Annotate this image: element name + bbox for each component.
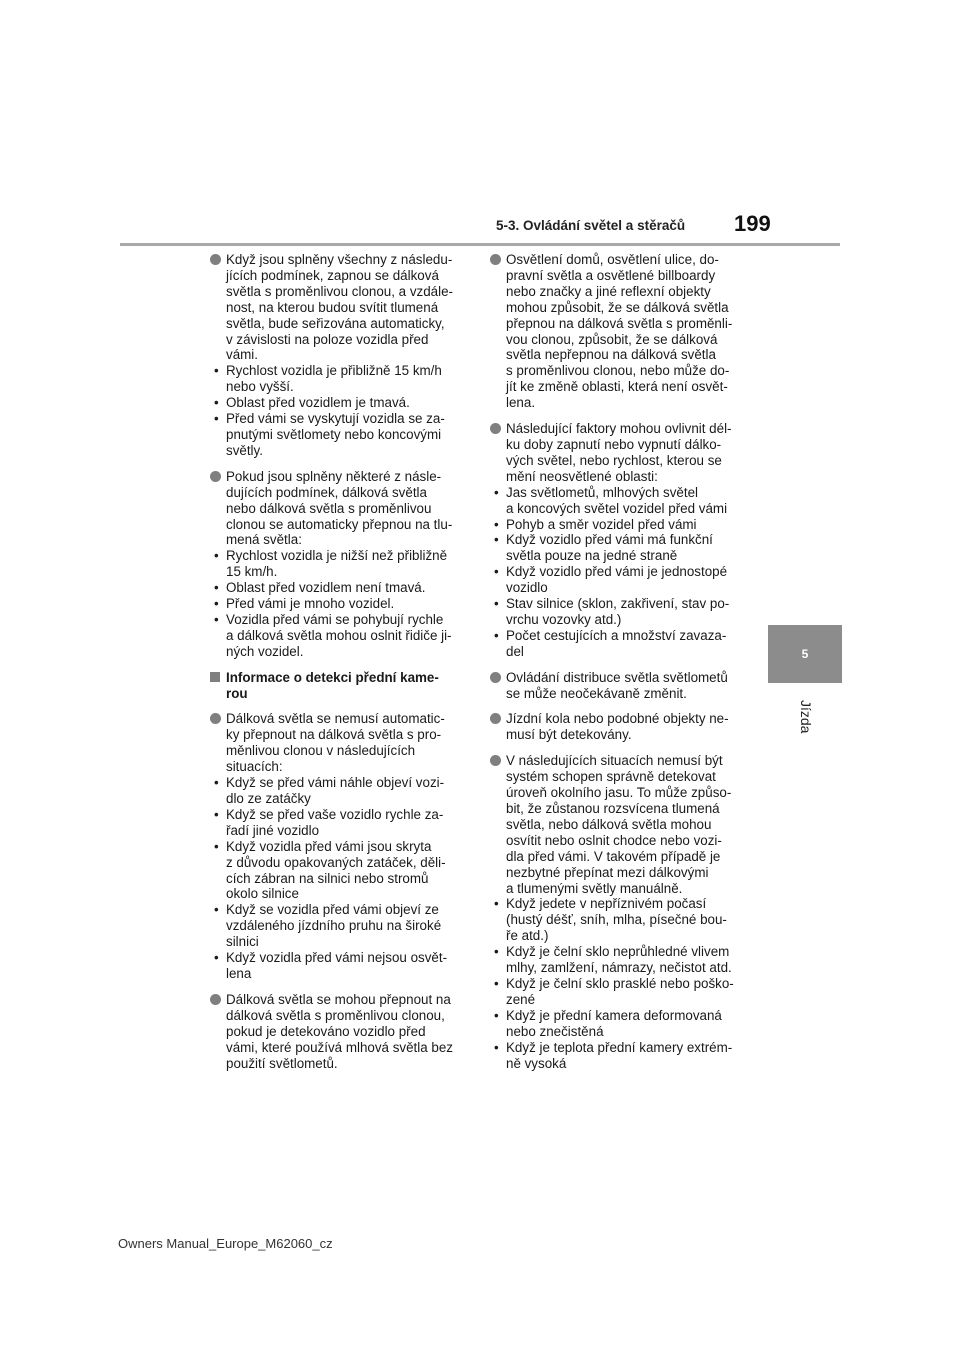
bullet-glyph: • — [214, 950, 219, 966]
text-line: ky přepnout na dálková světla s pro- — [226, 727, 442, 743]
list-item-text: Před vámi je mnoho vozidel. — [226, 596, 395, 612]
list-item-text: ně vysoká — [506, 1055, 567, 1071]
text-line: clonou se automaticky přepnou na tlu- — [226, 516, 453, 532]
text-line: mená světla: — [226, 532, 302, 548]
bullet-glyph: • — [214, 395, 219, 411]
list-item-text: Když vozidlo před vámi má funkční — [506, 532, 713, 548]
text-line: se může neočekávaně změnit. — [506, 685, 687, 701]
list-item-text: a dálková světla mohou oslnit řidiče ji- — [226, 627, 452, 643]
right-column — [490, 252, 746, 1081]
circle-bullet-icon — [490, 755, 501, 766]
bullet-paragraph — [490, 670, 746, 702]
square-bullet-icon — [210, 672, 220, 682]
bullet-glyph: • — [494, 564, 499, 580]
bullet-glyph: • — [494, 627, 499, 643]
bullet-glyph: • — [214, 902, 219, 918]
circle-bullet-icon — [210, 254, 221, 265]
list-item — [210, 807, 466, 839]
bullet-paragraph — [490, 421, 746, 660]
chapter-tab[interactable] — [768, 625, 842, 683]
text-line: použití světlometů. — [226, 1055, 338, 1071]
header-divider — [120, 243, 840, 246]
list-item — [490, 1008, 746, 1040]
text-line: vých světel, nebo rychlost, kterou se — [506, 452, 722, 468]
text-line: světla, bude seřizována automaticky, — [226, 315, 445, 331]
text-line: jít ke změně oblasti, která není osvět- — [506, 379, 728, 395]
list-item-text: Když je čelní sklo prasklé nebo poško- — [506, 975, 734, 991]
text-line: Když jsou splněny všechny z následu- — [226, 252, 453, 267]
list-item-text: Pohyb a směr vozidel před vámi — [506, 516, 697, 532]
bullet-paragraph — [210, 252, 466, 459]
list-item — [210, 950, 466, 982]
list-item — [490, 944, 746, 976]
list-item-text: Vozidla před vámi se pohybují rychle — [226, 611, 444, 627]
list-item — [490, 1040, 746, 1072]
text-line: Následující faktory mohou ovlivnit dél- — [506, 421, 732, 437]
bullet-glyph: • — [214, 806, 219, 822]
text-line: dálková světla s proměnlivou clonou, — [226, 1007, 445, 1023]
text-line: pokud je detekováno vozidlo před — [226, 1023, 426, 1039]
list-item-text: z důvodu opakovaných zatáček, děli- — [226, 854, 446, 870]
list-item-text: okolo silnice — [226, 886, 299, 902]
text-line: Dálková světla se nemusí automatic- — [226, 711, 445, 727]
list-item-text: zené — [506, 991, 536, 1007]
list-item — [490, 485, 746, 517]
section-title: 5-3. Ovládání světel a stěračů — [496, 218, 686, 233]
list-item-text: Když se před vaše vozidlo rychle za- — [226, 806, 444, 822]
list-item — [210, 596, 466, 612]
bullet-paragraph — [210, 992, 466, 1072]
text-line: dujících podmínek, dálková světla — [226, 484, 427, 500]
footer-text: Owners Manual_Europe_M62060_cz — [118, 1236, 333, 1251]
list-item-text: světly. — [226, 442, 263, 458]
text-line: bit, že zůstanou rozsvícena tlumená — [506, 801, 720, 816]
list-item-text: Stav silnice (sklon, zakřivení, stav po- — [506, 596, 730, 612]
circle-bullet-icon — [490, 423, 501, 434]
text-line: s proměnlivou clonou, nebo může do- — [506, 363, 730, 379]
bullet-paragraph — [490, 753, 746, 1071]
text-line: v závislosti na poloze vozidla před — [226, 331, 429, 347]
chapter-title: Jízda — [798, 700, 814, 734]
bullet-paragraph — [210, 711, 466, 981]
list-item-text: Rychlost vozidla je nižší než přibližně — [226, 548, 448, 564]
text-line: ku doby zapnutí nebo vypnutí dálko- — [506, 436, 722, 452]
list-item — [490, 596, 746, 628]
text-line: vámi. — [226, 347, 258, 363]
circle-bullet-icon — [490, 672, 501, 683]
text-line: Dálková světla se mohou přepnout na — [226, 991, 451, 1007]
list-item-text: Rychlost vozidla je přibližně 15 km/h — [226, 363, 442, 379]
list-item — [490, 564, 746, 596]
circle-bullet-icon — [490, 713, 501, 724]
list-item-text: Když vozidla před vámi jsou skryta — [226, 838, 432, 854]
bullet-glyph: • — [214, 596, 219, 612]
text-line: Pokud jsou splněny některé z násle- — [226, 468, 442, 484]
text-line: nost, na kterou budou svítit tlumená — [226, 299, 439, 315]
list-item — [490, 532, 746, 564]
list-item-text: Před vámi se vyskytují vozidla se za- — [226, 411, 445, 427]
list-item-text: mlhy, zamlžení, námrazy, nečistot atd. — [506, 960, 732, 976]
text-line: V následujících situacích nemusí být — [506, 753, 723, 769]
bullet-glyph: • — [494, 1039, 499, 1055]
list-item-text: Když vozidla před vámi nejsou osvět- — [226, 950, 448, 966]
bullet-glyph: • — [494, 1007, 499, 1023]
text-line: měnlivou clonou v následujících — [226, 743, 416, 759]
list-item — [210, 548, 466, 580]
list-item-text: Oblast před vozidlem je tmavá. — [226, 395, 410, 411]
text-line: úroveň okolního jasu. To může způso- — [506, 785, 732, 801]
bullet-glyph: • — [214, 775, 219, 791]
list-item-text: Když je čelní sklo neprůhledné vlivem — [506, 944, 730, 960]
list-item-text: vozidlo — [506, 580, 548, 596]
bullet-glyph: • — [494, 596, 499, 612]
text-line: nezbytné přepínat mezi dálkovými — [506, 864, 709, 880]
text-line: lena. — [506, 395, 536, 411]
text-line: osvítit nebo oslnit chodce nebo vozi- — [506, 832, 722, 848]
list-item-text: Když jedete v nepříznivém počasí — [506, 896, 707, 912]
bullet-paragraph — [210, 469, 466, 660]
list-item — [210, 395, 466, 411]
bullet-glyph: • — [214, 548, 219, 564]
circle-bullet-icon — [210, 713, 221, 724]
list-item — [490, 628, 746, 660]
bullet-glyph: • — [494, 484, 499, 500]
text-line: jících podmínek, zapnou se dálková — [226, 267, 439, 283]
list-item-text: ných vozidel. — [226, 643, 304, 659]
circle-bullet-icon — [210, 994, 221, 1005]
list-item — [210, 411, 466, 459]
bullet-paragraph — [490, 252, 746, 411]
bullet-glyph: • — [214, 411, 219, 427]
list-item — [490, 517, 746, 533]
list-item-text: lena — [226, 965, 252, 981]
list-item-text: řadí jiné vozidlo — [226, 822, 320, 838]
list-item — [210, 612, 466, 660]
text-line: musí být detekovány. — [506, 727, 632, 743]
text-line: a tlumenými světly manuálně. — [506, 880, 683, 896]
bullet-glyph: • — [494, 975, 499, 991]
chapter-number: 5 — [801, 647, 809, 661]
bullet-glyph: • — [214, 838, 219, 854]
text-line: rou — [226, 685, 248, 701]
list-item-text: Když vozidlo před vámi je jednostopé — [506, 564, 728, 580]
list-item — [210, 902, 466, 950]
list-item-text: a koncových světel vozidel před vámi — [506, 500, 728, 516]
list-item-text: pnutými světlomety nebo koncovými — [226, 426, 442, 442]
text-line: situacích: — [226, 759, 283, 775]
text-line: mění neosvětlené oblasti: — [506, 468, 658, 484]
list-item-text: vzdáleného jízdního pruhu na široké — [226, 918, 442, 934]
bullet-glyph: • — [214, 363, 219, 379]
bullet-glyph: • — [494, 896, 499, 912]
list-item — [490, 976, 746, 1008]
text-line: vámi, které používá mlhová světla bez — [226, 1039, 454, 1055]
list-item-text: 15 km/h. — [226, 564, 278, 580]
text-line: vou clonou, způsobit, že se dálková — [506, 331, 718, 347]
list-item — [210, 363, 466, 395]
text-line: světla, nebo dálková světla mohou — [506, 816, 712, 832]
text-line: Osvětlení domů, osvětlení ulice, do- — [506, 252, 719, 267]
left-column — [210, 252, 466, 1081]
list-item-text: světla pouze na jedné straně — [506, 548, 678, 564]
list-item-text: Počet cestujících a množství zavaza- — [506, 627, 727, 643]
list-item-text: silnici — [226, 934, 259, 950]
section-heading — [210, 670, 466, 702]
text-line: světla s proměnlivou clonou, a vzdále- — [226, 283, 454, 299]
list-item-text: dlo ze zatáčky — [226, 791, 311, 806]
text-line: systém schopen správně detekovat — [506, 769, 716, 785]
bullet-glyph: • — [494, 516, 499, 532]
list-item-text: vrchu vozovky atd.) — [506, 611, 622, 627]
list-item-text: nebo znečistěná — [506, 1023, 604, 1039]
bullet-paragraph — [490, 711, 746, 743]
bullet-glyph: • — [494, 944, 499, 960]
list-item-text: (hustý déšť, sníh, mlha, písečné bou- — [506, 912, 727, 928]
list-item — [210, 775, 466, 807]
text-line: přepnou na dálková světla s proměnli- — [506, 315, 733, 331]
text-line: dla před vámi. V takovém případě je — [506, 848, 721, 864]
text-line: Informace o detekci přední kame- — [226, 669, 439, 685]
list-item-text: nebo vyšší. — [226, 379, 294, 395]
bullet-glyph: • — [494, 532, 499, 548]
list-item — [210, 839, 466, 903]
bullet-glyph: • — [214, 611, 219, 627]
text-line: mohou způsobit, že se dálková světla — [506, 299, 729, 315]
text-line: Jízdní kola nebo podobné objekty ne- — [506, 711, 729, 727]
list-item-text: ře atd.) — [506, 928, 549, 944]
list-item-text: Když je teplota přední kamery extrém- — [506, 1039, 733, 1055]
text-line: světla nepřepnou na dálková světla — [506, 347, 716, 363]
circle-bullet-icon — [210, 471, 221, 482]
text-line: nebo dálková světla s proměnlivou — [226, 500, 432, 516]
list-item — [490, 896, 746, 944]
list-item-text: Jas světlometů, mlhových světel — [506, 484, 699, 500]
text-line: Ovládání distribuce světla světlometů — [506, 669, 728, 685]
page-number: 199 — [734, 211, 771, 236]
text-line: nebo značky a jiné reflexní objekty — [506, 283, 711, 299]
circle-bullet-icon — [490, 254, 501, 265]
text-line: pravní světla a osvětlené billboardy — [506, 267, 716, 283]
list-item-text: Když se vozidla před vámi objeví ze — [226, 902, 439, 918]
list-item-text: Když se před vámi náhle objeví vozi- — [226, 775, 445, 791]
list-item-text: Když je přední kamera deformovaná — [506, 1007, 722, 1023]
list-item — [210, 580, 466, 596]
list-item-text: del — [506, 643, 524, 659]
list-item-text: Oblast před vozidlem není tmavá. — [226, 580, 426, 596]
bullet-glyph: • — [214, 580, 219, 596]
list-item-text: cích zábran na silnici nebo stromů — [226, 870, 429, 886]
